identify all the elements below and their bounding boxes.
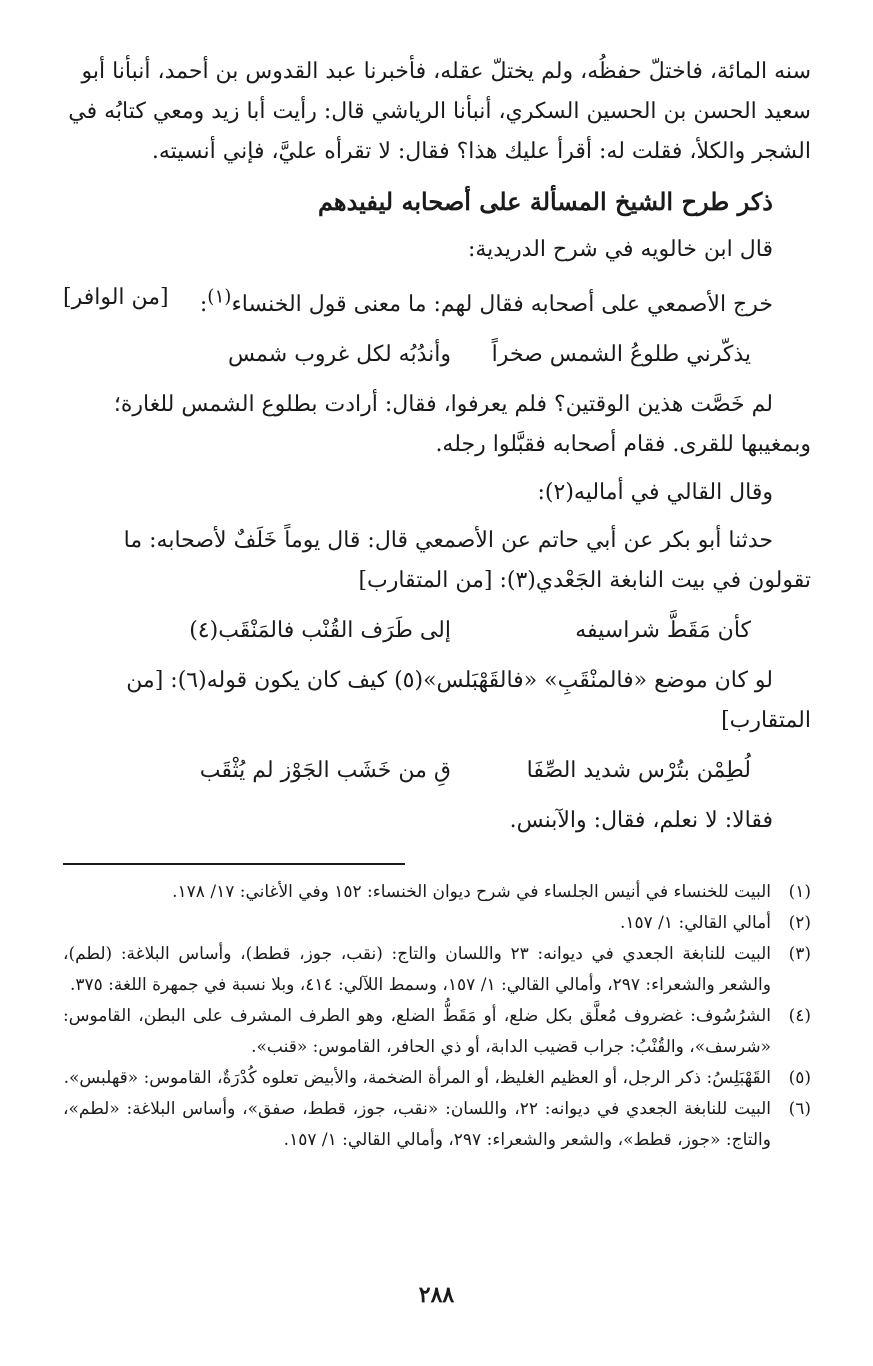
intro-paragraph [63,52,811,172]
text-line: حدثنا أبو بكر عن أبي حاتم عن الأصمعي قال: قال يوماً خَلَفٌ لأصحابه: ما [123,528,773,554]
text-line: سعيد الحسن بن الحسين السكري، أنبأنا الرياشي قال: رأيت أبا زيد ومعي كتابُه في [68,99,811,124]
text-line: وبمغيبها للقرى. فقام أصحابه فقبَّلوا رجله. [435,432,811,458]
footnote-divider [63,863,405,865]
question-paragraph [63,661,811,741]
text-line: سنه المائة، فاختلّ حفظُه، ولم يختلّ عقله، فأخبرنا عبد القدوس بن أحمد، أنبأنا أبو [81,59,811,84]
khansa-intro [63,278,811,325]
verse-second-hemistich: قِ من خَشَب الجَوْز لم يُثْقَب [199,758,451,784]
khalaf-question: تقولون في بيت النابغة الجَعْدي(٣): [499,568,811,594]
answer-paragraph [63,385,811,465]
footnote-number: (٥) [788,1068,811,1089]
text-line: المتقارب] [721,708,811,734]
verse-second-hemistich: وأندُبُه لكل غروب شمس [228,342,451,368]
footnote-number: (٢) [788,913,811,934]
footnotes [63,877,811,1156]
khansa-intro-sentence: خرج الأصمعي على أصحابه فقال لهم: ما معنى قول الخنساء [231,292,773,318]
source-line: قال ابن خالويه في شرح الدريدية: [467,237,773,262]
footnote [63,1001,811,1063]
page-number: ٢٨٨ [418,1282,455,1308]
footnote-number: (٦) [788,1099,811,1120]
verse-nabigha-1 [63,609,811,653]
verse-khansa [63,333,811,377]
footnote-text: القَهْبَلِسُ: ذكر الرجل، أو العظيم الغليظ، أو المرأة الضخمة، والأبيض تعلوه كُدْرَةٌ، القاموس: «قهلبس». [63,1068,771,1089]
footnote [63,939,811,1001]
footnote [63,1063,811,1094]
section-heading: ذكر طرح الشيخ المسألة على أصحابه ليفيدهم [317,187,773,216]
verse-first-hemistich: لُطِمْن بتُرْس شديد الصِّفَا [526,758,751,784]
footnote-text: البيت للخنساء في أنيس الجلساء في شرح ديوان الخنساء: ١٥٢ وفي الأغاني: ١٧/ ١٧٨. [172,882,771,903]
khansa-intro-text [199,287,811,318]
meter-label: [من المتقارب] [358,568,493,594]
footnote-ref: (١) [207,287,232,308]
footnote-text: الشرُسُوف: غضروف مُعلَّق بكل ضلع، أو مَقَطُّ الضلع، وهو الطرف المشرف على البطن، القاموس: «شرسف»، والقُنْبُ: جراب قضيب الدابة، أو ذي الحافر، القاموس: «قنب». [63,1006,771,1058]
khansa-intro-colon: : [199,292,208,318]
text-line: لم خَصَّت هذين الوقتين؟ فلم يعرفوا، فقال: أرادت بطلوع الشمس للغارة؛ [113,392,773,418]
reply-line: فقالا: لا نعلم، فقال: والآبنس. [509,808,773,834]
footnote-number: (١) [788,882,811,903]
source-line: وقال القالي في أماليه(٢): [537,480,773,506]
khalaf-paragraph [63,521,811,601]
footnote-text: البيت للنابغة الجعدي في ديوانه: ٢٢، واللسان: «نقب، جوز، قطط، صفق»، وأساس البلاغة: «لطم»، والتاج: «جوز، قطط»، والشعر والشعراء: ٢٩٧، وأمالي القالي: ١/ ١٥٧. [63,1099,771,1151]
page-body [63,52,811,1156]
verse-first-hemistich: كأن مَقَطَّ شراسيفه [575,618,751,644]
verse-second-hemistich: إلى طَرَف القُنْب فالمَنْقَب(٤) [189,618,451,644]
footnote-text: أمالي القالي: ١/ ١٥٧. [619,913,771,934]
verse-first-hemistich: يذكّرني طلوعُ الشمس صخراً [491,342,751,368]
footnote-number: (٣) [788,944,811,965]
verse-nabigha-2 [63,749,811,793]
footnote [63,908,811,939]
text-line: الشجر والكلأ، فقلت له: أقرأ عليك هذا؟ فقال: لا تقرأه عليَّ، فإني أنسيته. [151,139,811,164]
footnote [63,877,811,908]
text-line: لو كان موضع «فالمنْقَبِ» «فالقَهْبَلس»(٥) كيف كان يكون قوله(٦): [من [126,668,773,694]
text-line-with-meter [63,561,811,601]
footnote-text: البيت للنابغة الجعدي في ديوانه: ٢٣ واللسان والتاج: (نقب، جوز، قطط)، وأساس البلاغة: (لطم)، والشعر والشعراء: ٢٩٧، وأمالي القالي: ١/ ١٥٧، وسمط اللآلي: ٤١٤، وبلا نسبة في جمهرة اللغة: ٣٧٥. [63,944,771,996]
footnote-number: (٤) [788,1006,811,1027]
footnote [63,1094,811,1156]
meter-label: [من الوافر] [63,285,169,310]
